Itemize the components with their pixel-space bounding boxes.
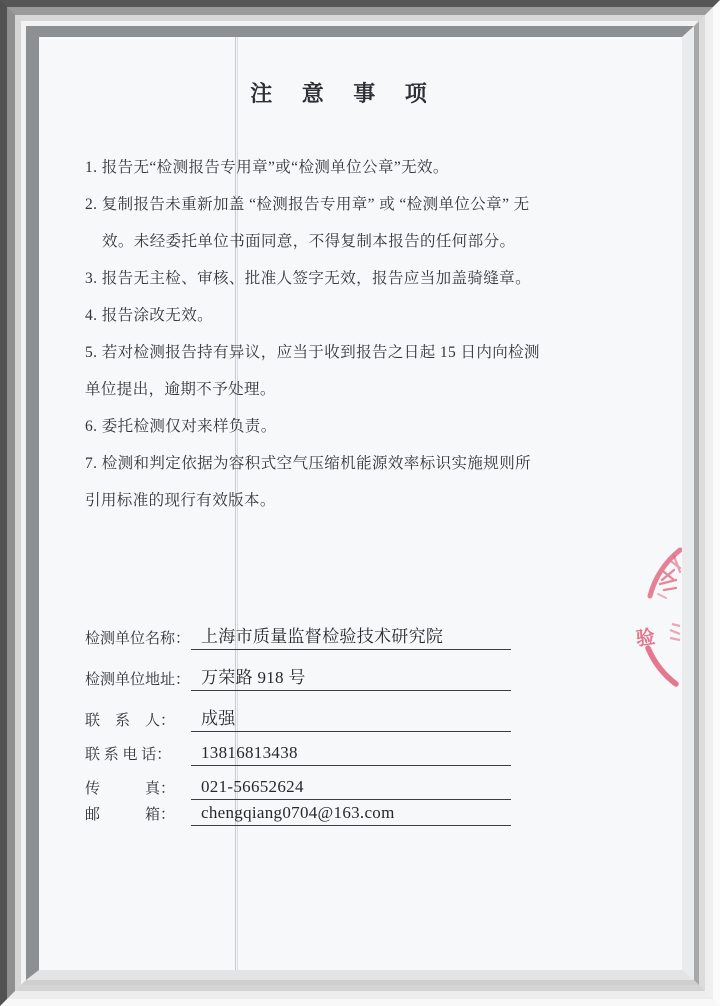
contact-label: 联 系 人：	[85, 713, 176, 729]
contact-label: 检测单位地址：	[85, 672, 191, 688]
notice-line-1: 1. 报告无“检测报告专用章”或“检测单位公章”无效。	[85, 159, 449, 176]
partial-red-seal-stamp	[622, 542, 682, 706]
notice-line-3: 3. 报告无主检、审核、批准人签字无效，报告应当加盖骑缝章。	[85, 270, 532, 287]
contact-value: 万荣路 918 号	[191, 663, 511, 691]
frame-border-mat	[26, 26, 694, 980]
seal-character: 验	[634, 626, 657, 651]
contact-row-phone	[85, 743, 511, 766]
notice-line-2b: 效。未经委托单位书面同意，不得复制本报告的任何部分。	[102, 233, 516, 250]
frame-border-band	[7, 7, 713, 999]
contact-section	[85, 622, 511, 839]
contact-label: 邮 箱：	[85, 807, 176, 823]
contact-value: 13816813438	[191, 743, 511, 766]
contact-value: chengqiang0704@163.com	[191, 803, 511, 826]
contact-row-unit-address	[85, 663, 511, 691]
contact-label: 检测单位名称：	[85, 631, 191, 647]
contact-row-person	[85, 704, 511, 732]
frame-border-highlight	[21, 21, 699, 985]
notice-line-6: 6. 委托检测仅对来样负责。	[85, 418, 277, 435]
contact-value: 成强	[191, 704, 511, 732]
contact-value: 021-56652624	[191, 777, 511, 800]
contact-row-email	[85, 803, 511, 826]
notice-line-5b: 单位提出，逾期不予处理。	[85, 381, 276, 398]
seal-glyph-edge	[670, 624, 680, 640]
notice-line-4: 4. 报告涂改无效。	[85, 307, 214, 324]
notice-list	[85, 149, 652, 519]
notice-line-7a: 7. 检测和判定依据为容积式空气压缩机能源效率标识实施规则所	[85, 455, 532, 472]
notice-line-7b: 引用标准的现行有效版本。	[85, 492, 276, 509]
contact-label: 传 真：	[85, 781, 176, 797]
contact-value: 上海市质量监督检验技术研究院	[191, 622, 511, 650]
notice-line-5a: 5. 若对检测报告持有异议，应当于收到报告之日起 15 日内向检测	[85, 344, 540, 361]
page-title: 注 意 事 项	[250, 81, 437, 106]
seal-glyph-smudge-3	[658, 594, 666, 598]
report-page	[39, 37, 682, 970]
frame-border-ridge	[15, 15, 705, 991]
notice-line-2a: 2. 复制报告未重新加盖 “检测报告专用章” 或 “检测单位公章” 无	[85, 196, 530, 213]
contact-label: 联 系 电 话：	[85, 747, 172, 763]
contact-row-unit-name	[85, 622, 511, 650]
seal-arc-bottom	[648, 648, 676, 684]
contact-row-fax	[85, 777, 511, 800]
